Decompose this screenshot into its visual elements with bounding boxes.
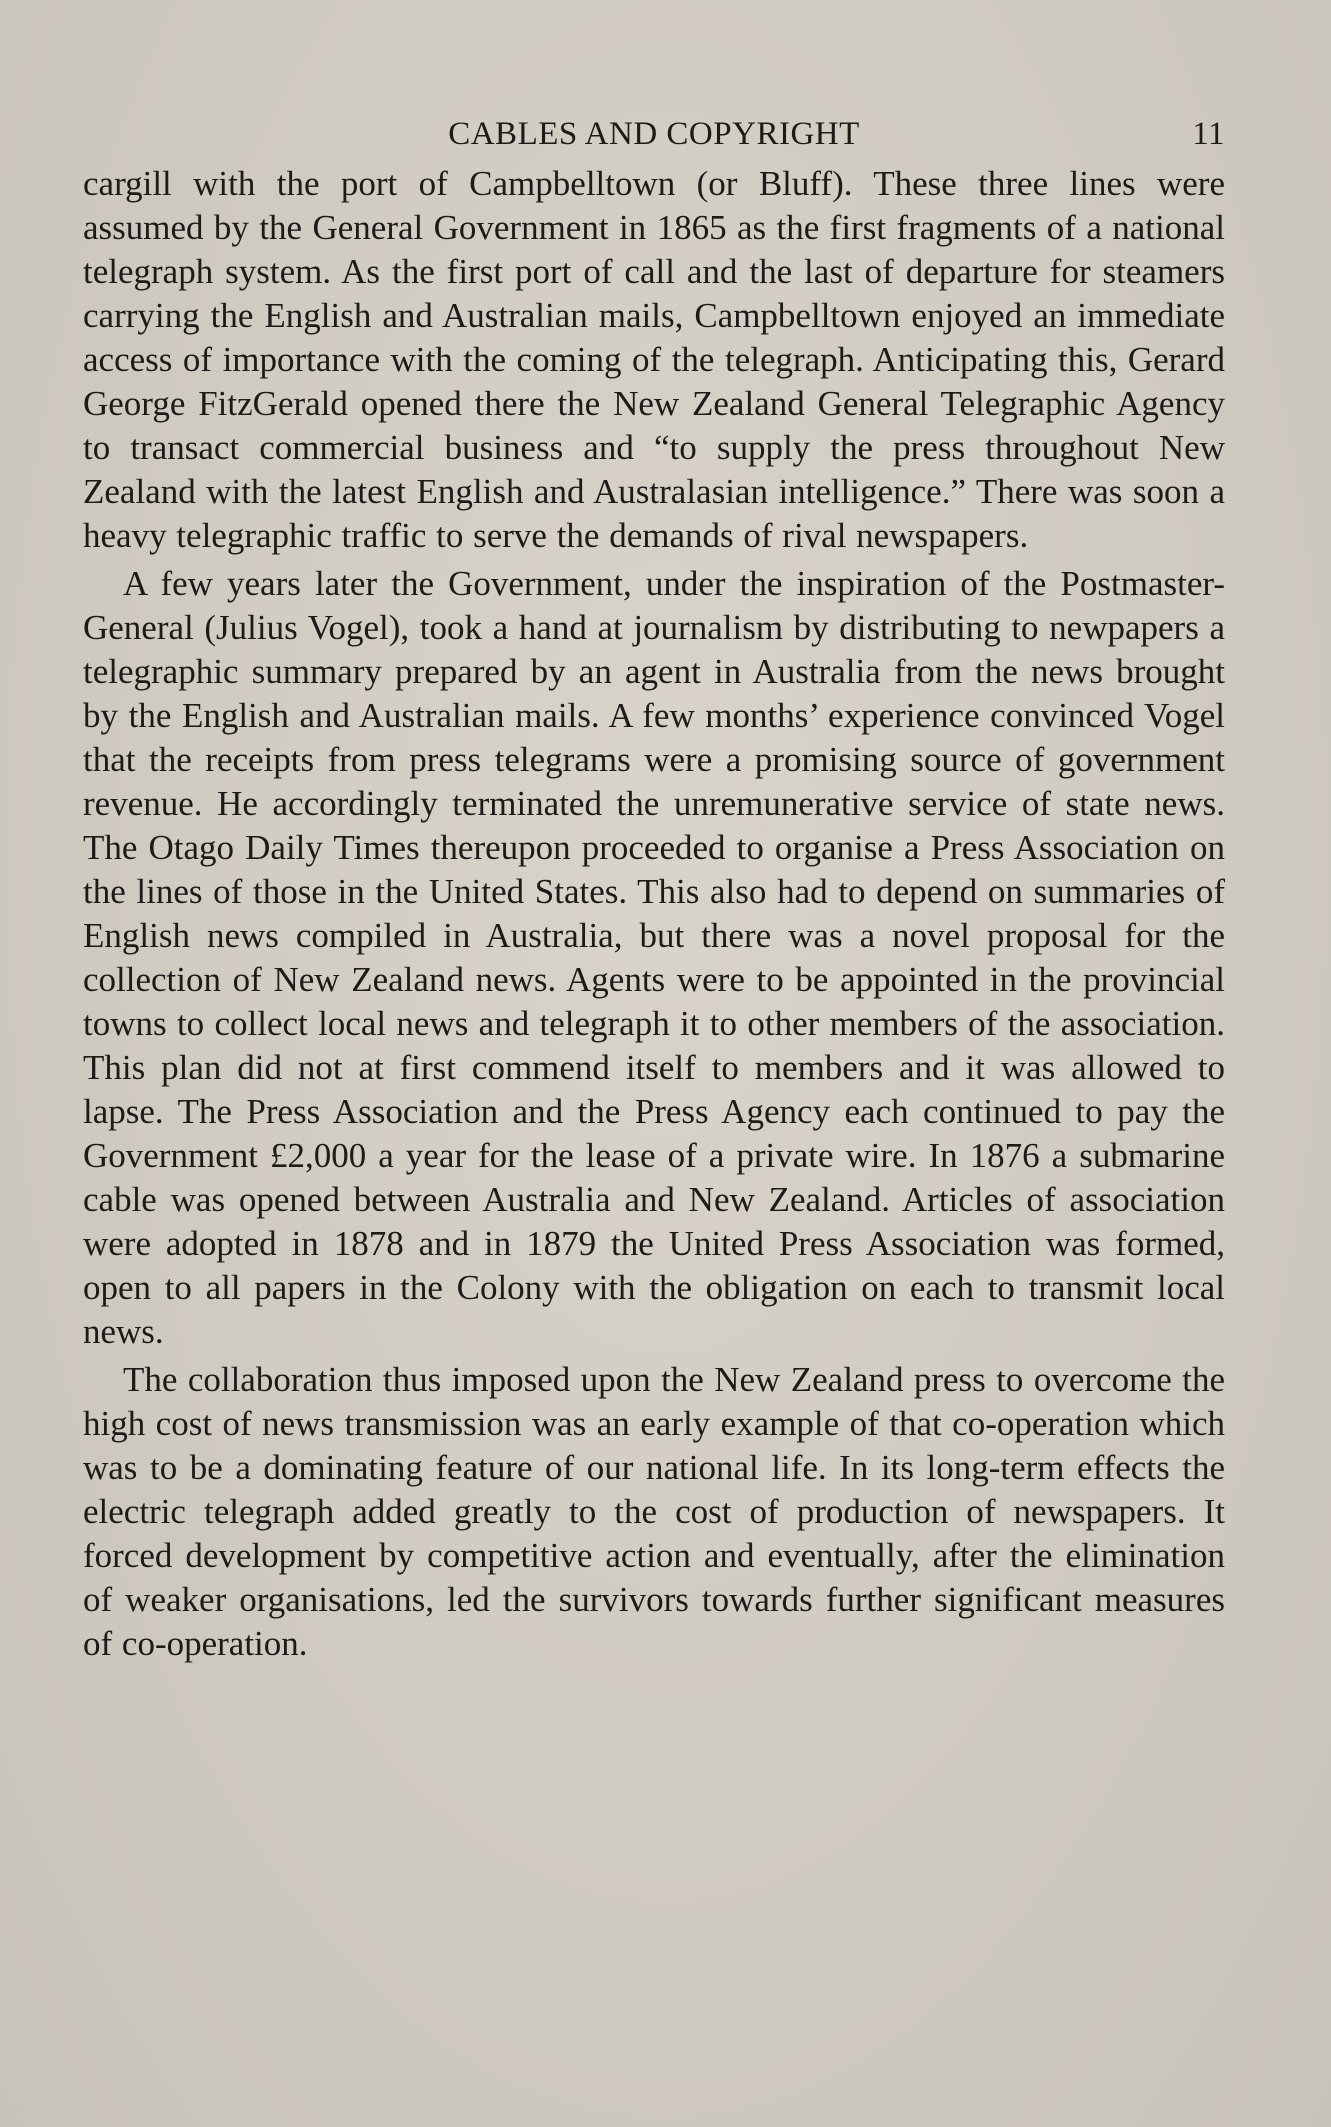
body-text — [83, 162, 1225, 1666]
paragraph-1: cargill with the port of Campbelltown (or Bluff). These three lines were assumed by the General Government in 1865 as the first fragments of a national telegraph system. As the first port of call and the last of departure for steamers carrying the English and Australian mails, Campbelltown enjoyed an immediate access of importance with the coming of the telegraph. Anticipating this, Gerard George FitzGerald opened there the New Zealand General Telegraphic Agency to transact commercial business and “to supply the press throughout New Zealand with the latest English and Australasian intelligence.” There was soon a heavy telegraphic traffic to serve the demands of rival newspapers. — [83, 164, 1225, 555]
book-page — [83, 110, 1225, 1670]
page-number: 11 — [1192, 116, 1225, 152]
paragraph-2: A few years later the Government, under the inspiration of the Postmaster-General (Julius Vogel), took a hand at journalism by distributing to newpapers a telegraphic summary prepared by an agent in Australia from the news brought by the English and Australian mails. A few months’ experience convinced Vogel that the receipts from press telegrams were a promising source of government revenue. He accordingly terminated the unremunerative service of state news. The Otago Daily Times thereupon proceeded to organise a Press Association on the lines of those in the United States. This also had to depend on summaries of English news compiled in Australia, but there was a novel proposal for the collection of New Zealand news. Agents were to be appointed in the provincial towns to collect local news and telegraph it to other members of the association. This plan did not at first commend itself to members and it was allowed to lapse. The Press Association and the Press Agency each continued to pay the Government £2,000 a year for the lease of a private wire. In 1876 a submarine cable was opened between Australia and New Zealand. Articles of association were adopted in 1878 and in 1879 the United Press Association was formed, open to all papers in the Colony with the obligation on each to transmit local news. — [83, 564, 1225, 1351]
running-title: CABLES AND COPYRIGHT — [448, 116, 860, 152]
paragraph-3: The collaboration thus imposed upon the New Zealand press to overcome the high cost of news transmission was an early example of that co-operation which was to be a dominating feature of our national life. In its long-term effects the electric telegraph added greatly to the cost of production of newspapers. It forced development by competitive action and eventually, after the elimination of weaker organisations, led the survivors towards further significant measures of co-operation. — [83, 1360, 1225, 1663]
running-head — [83, 110, 1225, 160]
